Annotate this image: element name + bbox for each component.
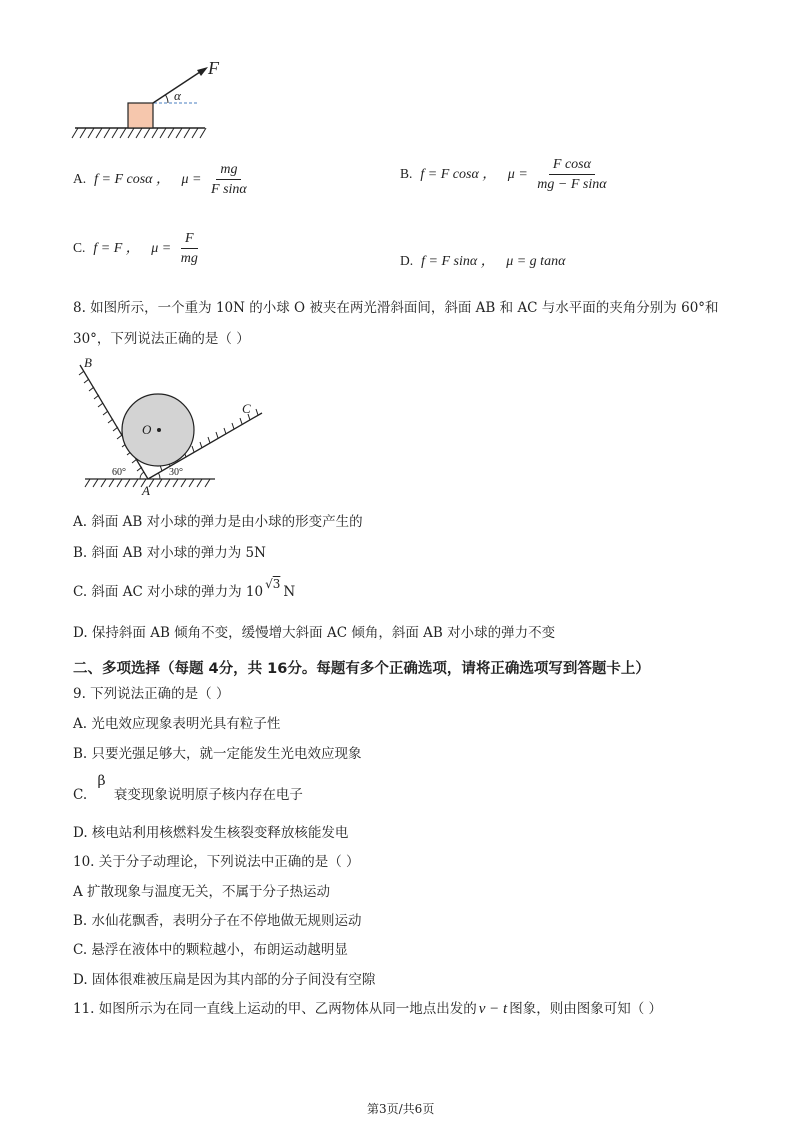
q10-option-d: D. 固体很难被压扁是因为其内部的分子间没有空隙 [73,972,376,988]
q7-option-a: A. f = F cosα ， μ = $\frac{mg}{\text{F sinα}}$ [73,162,247,198]
angle-alpha-label: α [174,88,181,103]
q11-stem: 11. 如图所示为在同一直线上运动的甲、乙两物体从同一地点出发的 v − t 图象，则由图象可知（ ） [73,1001,663,1017]
q7-option-b: B. f = F cosα ， μ = $\frac{\text{F cosα}}{\text{mg − F sinα}}$ [400,157,607,193]
q8-option-c: C. 斜面 AC 对小球的弹力为 10 √3 N [73,577,296,600]
q8-stem-line1: 8. 如图所示，一个重为 10N 的小球 O 被夹在两光滑斜面间，斜面 AB 和 AC 与水平面的夹角分别为 60°和 [73,300,719,316]
q8-stem-line2: 30°，下列说法正确的是（ ） [73,331,250,347]
q8-option-a: A. 斜面 AB 对小球的弹力是由小球的形变产生的 [73,514,363,530]
q9-option-a: A. 光电效应现象表明光具有粒子性 [73,716,281,732]
force-diagram [70,56,230,146]
angle-30-label: 30° [169,467,183,478]
q8-option-d: D. 保持斜面 AB 倾角不变，缓慢增大斜面 AC 倾角，斜面 AB 对小球的弹力不变 [73,625,556,641]
q10-option-c: C. 悬浮在液体中的颗粒越小，布朗运动越明显 [73,942,348,958]
label-c: C [242,401,251,416]
page-number: 第3页/共6页 [367,1102,435,1116]
section-heading: 二、多项选择（每题 4分，共 16分。每题有多个正确选项，请将正确选项写到答题卡上） [73,661,650,677]
q9-option-b: B. 只要光强足够大，就一定能发生光电效应现象 [73,746,362,762]
label-b: B [84,355,92,370]
block [128,103,153,128]
force-label: F [208,58,219,78]
q9-stem: 9. 下列说法正确的是（ ） [73,686,230,702]
label-o: O [142,422,152,437]
angle-60-label: 60° [112,467,126,478]
q9-option-d: D. 核电站利用核燃料发生核裂变释放核能发电 [73,825,349,841]
q10-option-a: A 扩散现象与温度无关，不属于分子热运动 [73,884,331,900]
ball-diagram [70,355,280,500]
q7-option-d: D. f = F sinα ， μ = g tanα [400,253,566,269]
q7-option-c: C. f = F ， μ = $\frac{F}{mg}$ [73,231,198,267]
q9-option-c: C. β 衰变现象说明原子核内存在电子 [73,773,303,803]
q10-stem: 10. 关于分子动理论，下列说法中正确的是（ ） [73,854,360,870]
q8-option-b: B. 斜面 AB 对小球的弹力为 5N [73,545,266,561]
q10-option-b: B. 水仙花飘香，表明分子在不停地做无规则运动 [73,913,362,929]
label-a: A [142,483,150,498]
